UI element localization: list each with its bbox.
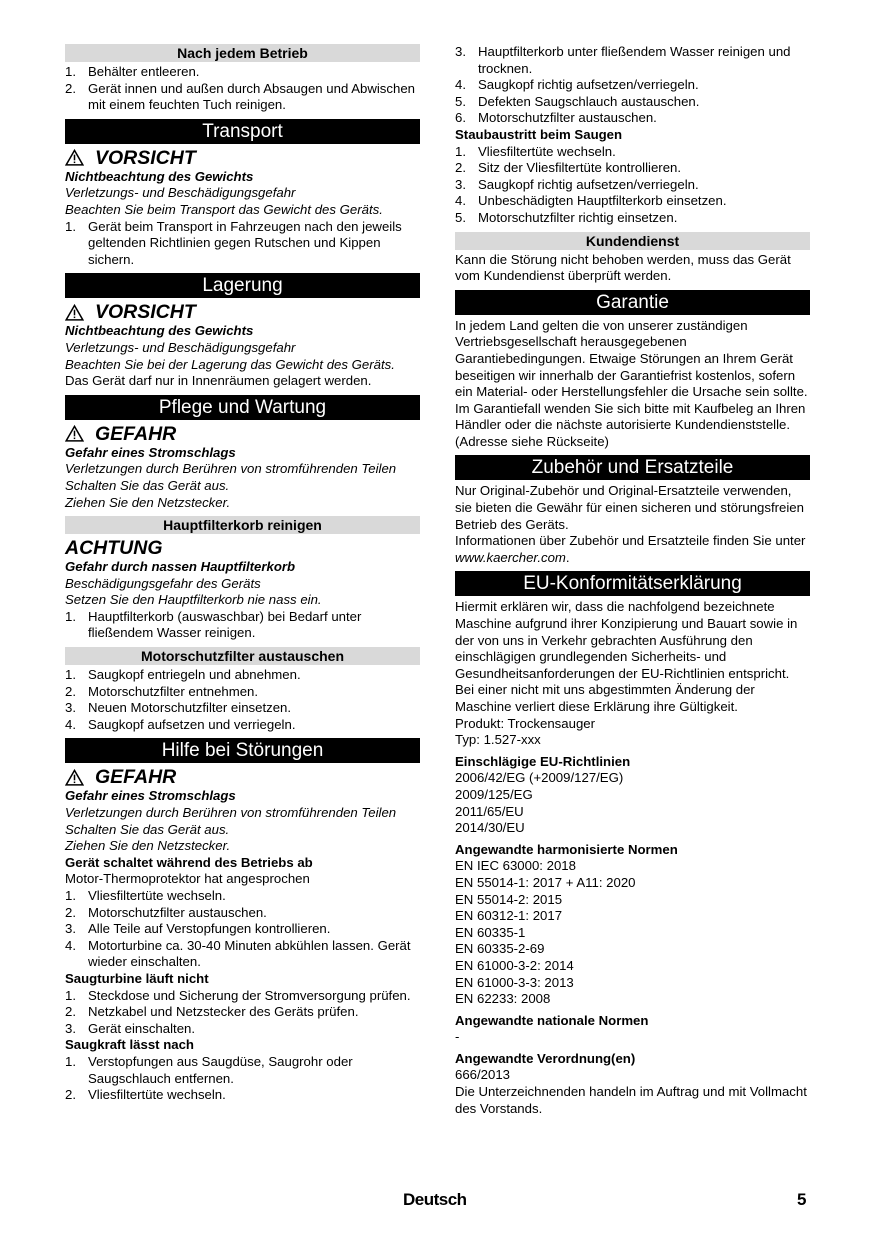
after-use-steps	[65, 64, 420, 114]
list-item: 2. Sitz der Vliesfiltertüte kontrollieren.	[455, 160, 682, 176]
norm-item: EN IEC 63000: 2018	[455, 858, 576, 874]
page-number: 5	[797, 1190, 807, 1209]
list-item: 1. Steckdose und Sicherung der Stromversorgung prüfen.	[65, 987, 411, 1003]
regulation-title: Angewandte Verordnung(en)	[455, 1050, 636, 1066]
norm-item: EN 62233: 2008	[455, 991, 551, 1007]
warning-text: Verletzungen durch Berühren von stromführenden Teilen	[65, 805, 397, 821]
issue-cause: Motor-Thermoprotektor hat angesprochen	[65, 871, 310, 887]
left-column	[65, 44, 420, 1104]
norm-item: EN 61000-3-2: 2014	[455, 957, 574, 973]
list-item: 4. Saugkopf richtig aufsetzen/verriegeln.	[455, 77, 699, 93]
issue4-steps	[455, 144, 810, 227]
norms-title: Angewandte harmonisierte Normen	[455, 841, 678, 857]
care-warning-title: GEFAHR	[65, 423, 420, 445]
product-type: Typ: 1.527-xxx	[455, 732, 541, 748]
directive-item: 2009/125/EG	[455, 786, 533, 802]
list-item: 1. Vliesfiltertüte wechseln.	[65, 888, 226, 903]
attention-title: ACHTUNG	[65, 537, 163, 560]
list-item: 6. Motorschutzfilter austauschen.	[455, 110, 657, 126]
warning-subject: Nichtbeachtung des Gewichts	[65, 168, 254, 184]
norm-item: EN 61000-3-3: 2013	[455, 974, 574, 990]
section-warranty-heading: Garantie	[455, 290, 810, 315]
national-norms-value: -	[455, 1029, 460, 1045]
warning-text: Verletzungs- und Beschädigungsgefahr	[65, 185, 296, 201]
section-storage-heading: Lagerung	[65, 273, 420, 298]
issue-title: Staubaustritt beim Saugen	[455, 126, 623, 142]
warning-subject: Gefahr eines Stromschlags	[65, 444, 236, 460]
norm-item: EN 60335-2-69	[455, 941, 545, 957]
attention-text: Setzen Sie den Hauptfilterkorb nie nass ein.	[65, 592, 322, 608]
section-conformity-heading: EU-Konformitätserklärung	[455, 571, 810, 596]
product-name: Produkt: Trockensauger	[455, 715, 596, 731]
directive-item: 2006/42/EG (+2009/127/EG)	[455, 770, 624, 786]
warning-text: Verletzungs- und Beschädigungsgefahr	[65, 339, 296, 355]
list-item: 1. Saugkopf entriegeln und abnehmen.	[65, 667, 301, 683]
issue3-steps-right	[455, 44, 810, 127]
issue3-steps-left	[65, 1054, 420, 1104]
troubleshooting-warning-title: GEFAHR	[65, 766, 420, 788]
norm-item: EN 55014-2: 2015	[455, 891, 563, 907]
list-item: 1. Vliesfiltertüte wechseln.	[455, 143, 616, 159]
warning-triangle-icon	[65, 149, 84, 166]
directive-item: 2011/65/EU	[455, 803, 524, 819]
warning-text: Beachten Sie bei der Lagerung das Gewicht des Geräts.	[65, 356, 395, 372]
list-item: 3. Hauptfilterkorb unter fließendem Wasser reinigen und trocknen.	[455, 44, 791, 76]
accessories-info: Informationen über Zubehör und Ersatzteile finden Sie unter www.kaercher.com.	[455, 533, 806, 565]
issue2-steps	[65, 988, 420, 1038]
right-column	[455, 44, 810, 1117]
regulation-value: 666/2013	[455, 1067, 511, 1083]
warning-triangle-icon	[65, 425, 84, 442]
list-item: 4. Saugkopf aufsetzen und verriegeln.	[65, 716, 296, 732]
list-item: 1. Verstopfungen aus Saugdüse, Saugrohr oder Saugschlauch entfernen.	[65, 1053, 353, 1086]
transport-steps	[65, 219, 420, 269]
list-item: 2. Motorschutzfilter entnehmen.	[65, 683, 259, 699]
issue-title: Saugkraft lässt nach	[65, 1037, 194, 1053]
list-item: 3. Gerät einschalten.	[65, 1020, 196, 1036]
section-care-heading: Pflege und Wartung	[65, 395, 420, 420]
section-after-use-heading: Nach jedem Betrieb	[65, 44, 420, 62]
list-item: 1. Hauptfilterkorb (auswaschbar) bei Bedarf unter fließendem Wasser reinigen.	[65, 608, 362, 641]
list-item: 2. Gerät innen und außen durch Absaugen und Abwischen mit einem feuchten Tuch reinigen.	[65, 80, 415, 113]
warning-triangle-icon	[65, 304, 84, 321]
accessories-text: Nur Original-Zubehör und Original-Ersatzteile verwenden, sie bieten die Gewähr für einen sicheren und störungsfreien Betrieb des Geräts.	[455, 483, 804, 532]
section-filter-basket-heading: Hauptfilterkorb reinigen	[65, 516, 420, 534]
attention-subject: Gefahr durch nassen Hauptfilterkorb	[65, 559, 296, 575]
section-motor-filter-heading: Motorschutzfilter austauschen	[65, 647, 420, 665]
warranty-note: (Adresse siehe Rückseite)	[455, 433, 609, 449]
website-link[interactable]: www.kaercher.com	[455, 549, 566, 565]
list-item: 5. Motorschutzfilter richtig einsetzen.	[455, 209, 678, 225]
warranty-text: In jedem Land gelten die von unserer zuständigen Vertriebsgesellschaft herausgegebenen Garantiebedingungen. Etwaige Störungen an Ihrem Gerät beseitigen wir innerhalb der Garantiefrist kostenlos, sofern ein Material- oder Herstellungsfehler die Ursache sein sollte. Im Garantiefall wenden Sie sich bitte mit Kaufbeleg an Ihren Händler oder die nächste autorisierte Kundendienststelle.	[455, 317, 808, 433]
list-item: 2. Netzkabel und Netzstecker des Geräts prüfen.	[65, 1004, 359, 1020]
motor-filter-steps	[65, 667, 420, 733]
warning-subject: Nichtbeachtung des Gewichts	[65, 323, 254, 339]
section-service-heading: Kundendienst	[455, 232, 810, 250]
norm-item: EN 60335-1	[455, 924, 526, 940]
list-item: 4. Unbeschädigten Hauptfilterkorb einsetzen.	[455, 193, 727, 209]
list-item: 1. Behälter entleeren.	[65, 64, 200, 79]
warning-text: Schalten Sie das Gerät aus.	[65, 477, 230, 493]
issue1-steps	[65, 888, 420, 971]
norm-item: EN 60312-1: 2017	[455, 908, 563, 924]
warning-triangle-icon	[65, 769, 84, 786]
warning-text: Schalten Sie das Gerät aus.	[65, 821, 230, 837]
storage-warning-title: VORSICHT	[65, 301, 420, 323]
section-accessories-heading: Zubehör und Ersatzteile	[455, 455, 810, 480]
warning-text: Verletzungen durch Berühren von stromführenden Teilen	[65, 461, 397, 477]
list-item: 4. Motorturbine ca. 30-40 Minuten abkühlen lassen. Gerät wieder einschalten.	[65, 937, 411, 970]
storage-text: Das Gerät darf nur in Innenräumen gelagert werden.	[65, 373, 372, 389]
list-item: 3. Saugkopf richtig aufsetzen/verriegeln.	[455, 176, 699, 192]
norm-item: EN 55014-1: 2017 + A11: 2020	[455, 874, 636, 890]
list-item: 2. Motorschutzfilter austauschen.	[65, 904, 267, 920]
directive-item: 2014/30/EU	[455, 820, 525, 836]
section-troubleshooting-heading: Hilfe bei Störungen	[65, 738, 420, 763]
issue-title: Saugturbine läuft nicht	[65, 970, 209, 986]
filter-basket-steps	[65, 609, 420, 642]
list-item: 2. Vliesfiltertüte wechseln.	[65, 1087, 226, 1103]
footer-language: Deutsch	[403, 1190, 467, 1209]
service-text: Kann die Störung nicht behoben werden, muss das Gerät vom Kundendienst überprüft werden.	[455, 251, 791, 284]
list-item: 5. Defekten Saugschlauch austauschen.	[455, 93, 700, 109]
transport-warning-title: VORSICHT	[65, 147, 420, 169]
warning-text: Ziehen Sie den Netzstecker.	[65, 838, 231, 854]
conformity-text: Hiermit erklären wir, dass die nachfolgend bezeichnete Maschine aufgrund ihrer Konzipierung und Bauart sowie in der von uns in Verkehr gebrachten Ausführung den einschlägigen grundlegenden Sicherheits- und Gesundheitsanforderungen der EU-Richtlinien entspricht. Bei einer nicht mit uns abgestimmten Änderung der Maschine verliert diese Erklärung ihre Gültigkeit.	[455, 599, 798, 714]
section-transport-heading: Transport	[65, 119, 420, 144]
national-norms-title: Angewandte nationale Normen	[455, 1012, 649, 1028]
warning-text: Beachten Sie beim Transport das Gewicht des Geräts.	[65, 201, 383, 217]
issue-title: Gerät schaltet während des Betriebs ab	[65, 854, 313, 870]
attention-text: Beschädigungsgefahr des Geräts	[65, 575, 261, 591]
warning-text: Ziehen Sie den Netzstecker.	[65, 494, 231, 510]
signatories-text: Die Unterzeichnenden handeln im Auftrag und mit Vollmacht des Vorstands.	[455, 1084, 807, 1116]
list-item: 3. Neuen Motorschutzfilter einsetzen.	[65, 700, 292, 716]
list-item: 1. Gerät beim Transport in Fahrzeugen nach den jeweils geltenden Richtlinien gegen Rutschen und Kippen sichern.	[65, 218, 402, 267]
directives-title: Einschlägige EU-Richtlinien	[455, 753, 631, 769]
list-item: 3. Alle Teile auf Verstopfungen kontrollieren.	[65, 921, 331, 937]
warning-subject: Gefahr eines Stromschlags	[65, 788, 236, 804]
